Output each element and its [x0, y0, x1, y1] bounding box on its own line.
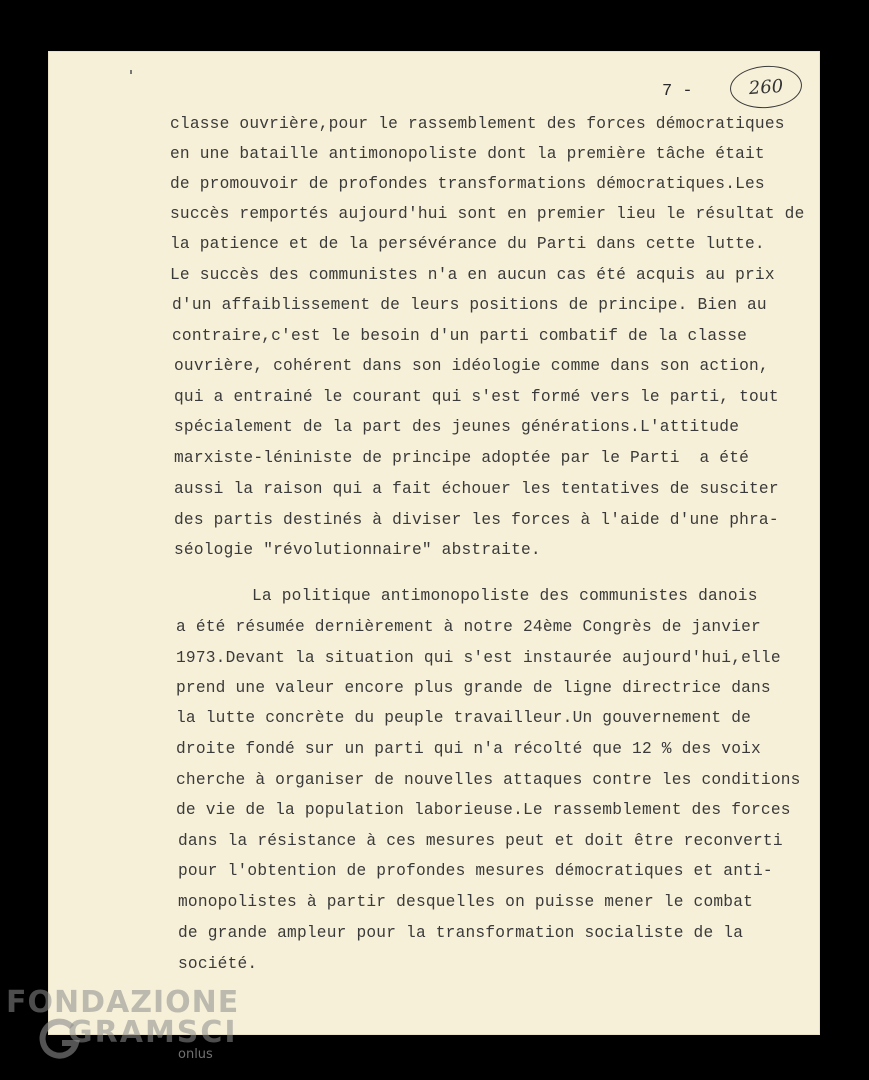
text-line: 1973.Devant la situation qui s'est instaurée aujourd'hui,elle — [176, 649, 781, 667]
text-line: contraire,c'est le besoin d'un parti combatif de la classe — [172, 327, 748, 345]
text-line: en une bataille antimonopoliste dont la première tâche était — [170, 145, 765, 163]
text-line: monopolistes à partir desquelles on puisse mener le combat — [178, 893, 754, 911]
text-line: de vie de la population laborieuse.Le rassemblement des forces — [176, 801, 791, 819]
text-line: Le succès des communistes n'a en aucun cas été acquis au prix — [170, 266, 775, 284]
text-line: cherche à organiser de nouvelles attaques contre les conditions — [176, 771, 801, 789]
text-line: a été résumée dernièrement à notre 24ème Congrès de janvier — [176, 618, 761, 636]
text-line: la patience et de la persévérance du Parti dans cette lutte. — [170, 235, 765, 253]
text-line: succès remportés aujourd'hui sont en premier lieu le résultat de — [170, 205, 805, 223]
text-line: marxiste-léniniste de principe adoptée par le Parti a été — [174, 449, 750, 467]
text-line: de grande ampleur pour la transformation socialiste de la — [178, 924, 744, 942]
watermark-line: GRAMSCI — [68, 1015, 238, 1050]
watermark-line: onlus — [178, 1047, 213, 1062]
stray-mark — [130, 70, 132, 74]
text-line: des partis destinés à diviser les forces à l'aide d'une phra- — [174, 511, 779, 529]
text-line: société. — [178, 955, 258, 973]
watermark-line: FONDAZIONE — [6, 985, 240, 1020]
text-line: qui a entrainé le courant qui s'est formé vers le parti, tout — [174, 388, 779, 406]
text-line: d'un affaiblissement de leurs positions de principe. Bien au — [172, 296, 767, 314]
text-line: de promouvoir de profondes transformations démocratiques.Les — [170, 175, 765, 193]
text-line: séologie "révolutionnaire" abstraite. — [174, 541, 541, 559]
archive-watermark — [6, 985, 266, 1080]
text-line: aussi la raison qui a fait échouer les tentatives de susciter — [174, 480, 779, 498]
text-line: ouvrière, cohérent dans son idéologie comme dans son action, — [174, 357, 769, 375]
text-line: pour l'obtention de profondes mesures démocratiques et anti- — [178, 862, 773, 880]
text-line: classe ouvrière,pour le rassemblement des forces démocratiques — [170, 115, 785, 133]
text-line: prend une valeur encore plus grande de ligne directrice dans — [176, 679, 771, 697]
text-line: spécialement de la part des jeunes générations.L'attitude — [174, 418, 740, 436]
text-line: la lutte concrète du peuple travailleur.Un gouvernement de — [176, 709, 752, 727]
archive-number-stamp: 260 — [729, 64, 804, 111]
text-line: dans la résistance à ces mesures peut et doit être reconverti — [178, 832, 783, 850]
page-number: 7 - — [662, 82, 693, 101]
text-line: La politique antimonopoliste des communistes danois — [252, 587, 758, 605]
text-line: droite fondé sur un parti qui n'a récolté que 12 % des voix — [176, 740, 761, 758]
